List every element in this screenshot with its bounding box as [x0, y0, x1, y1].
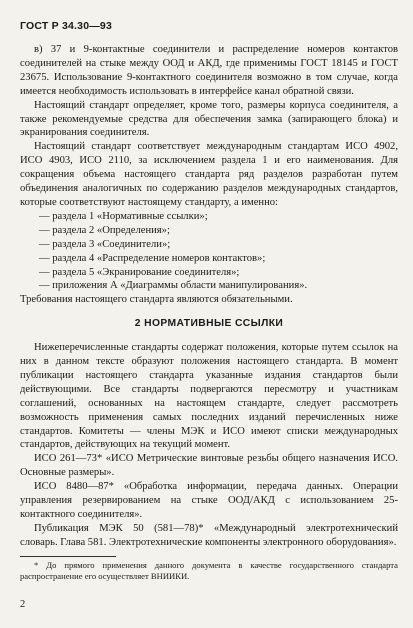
footnote: * До прямого применения данного документа в качестве государственного стандарта распространение его осуществляет ВНИИКИ.: [20, 559, 398, 581]
list-item: — раздела 5 «Экранирование соединителя»;: [39, 266, 240, 278]
paragraph-dimensions: Настоящий стандарт определяет, кроме того, размеры корпуса соединителя, а также рекомендуемые средства для обеспечения замка (запирающего блока) и экранирования соединителя.: [20, 99, 398, 139]
paragraph-correspondence: Настоящий стандарт соответствует международным стандартам ИСО 4902, ИСО 4903, ИСО 2110, за исключением раздела 1 и его наименования. Для сокращения объема настоящего стандарта ряд разделов разработан путем объединения аналогичных по содержанию разделов международных стандартов, которые соответствуют настоящему стандарту, а именно:: [20, 141, 398, 208]
paragraph-connectors: в) 37 и 9-контактные соединители и распределение номеров контактов соединителей на стыке между ООД и АКД, где применимы ГОСТ 18145 и ГОСТ 23675. Использование 9-контактного соединителя возможно в том случае, когда имеется необходимость использовать в интерфейсе канал обратной связи.: [20, 44, 398, 97]
list-item: — приложения А «Диаграммы области манипулирования».: [39, 280, 308, 292]
reference-iso-8480: ИСО 8480—87* «Обработка информации, передача данных. Операции управления резервированием на стыке ООД/АКД с использованием 25-контактного соединителя».: [20, 481, 398, 520]
section-list: [20, 210, 398, 293]
footnote-divider: [20, 556, 116, 557]
document-header: ГОСТ Р 34.30—93: [20, 20, 113, 32]
paragraph-normative-refs: Нижеперечисленные стандарты содержат положения, которые путем ссылок на них в данном тексте образуют положения настоящего стандарта. В момент публикации настоящего стандарта указанные издания стандартов были действующими. Все стандарты подвергаются пересмотру и участникам соглашений, основанных на настоящем стандарте, следует рассмотреть возможность применения самых последних изданий перечисленных ниже стандартов. Комитеты — члены МЭК и ИСО имеют списки международных стандартов, действующих на текущий момент.: [20, 342, 398, 451]
paragraph-requirements: Требования настоящего стандарта являются обязательными.: [20, 294, 293, 306]
list-item: — раздела 2 «Определения»;: [39, 224, 170, 236]
reference-iso-261: ИСО 261—73* «ИСО Метрические винтовые резьбы общего назначения ИСО. Основные размеры».: [20, 453, 398, 479]
document-body: [20, 43, 398, 582]
section-2-title: 2 НОРМАТИВНЫЕ ССЫЛКИ: [134, 318, 284, 330]
list-item: — раздела 1 «Нормативные ссылки»;: [39, 210, 208, 222]
page-number: 2: [20, 599, 26, 610]
reference-iec-50: Публикация МЭК 50 (581—78)* «Международный электротехнический словарь. Глава 581. Электротехнические компоненты электронного оборудования».: [20, 522, 398, 548]
list-item: — раздела 3 «Соединители»;: [39, 238, 171, 250]
list-item: — раздела 4 «Распределение номеров контактов»;: [39, 252, 266, 264]
